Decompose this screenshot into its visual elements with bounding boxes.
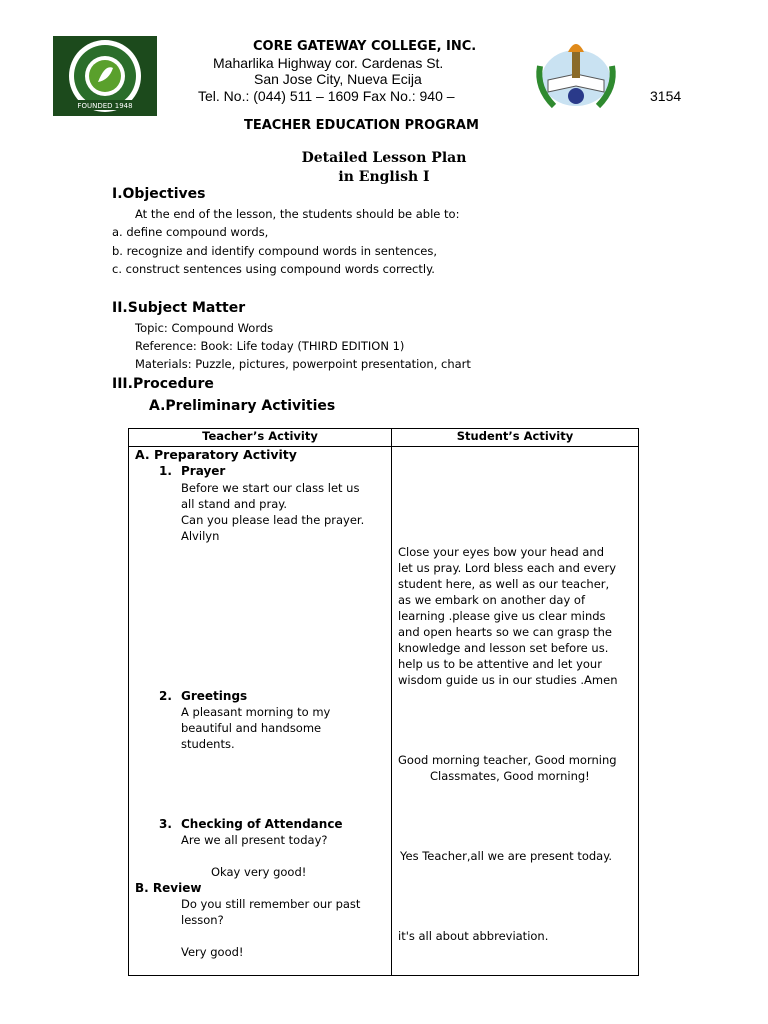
teacher-line: Can you please lead the prayer. <box>181 513 365 527</box>
subject-heading: II.Subject Matter <box>112 300 246 316</box>
prayer-heading: Prayer <box>181 464 226 478</box>
subject-reference: Reference: Book: Life today (THIRD EDITION 1) <box>135 339 405 353</box>
teacher-line: all stand and pray. <box>181 497 288 511</box>
student-line: Yes Teacher,all we are present today. <box>400 849 613 863</box>
student-line: as we embark on another day of <box>398 593 585 607</box>
subject-materials: Materials: Puzzle, pictures, powerpoint presentation, chart <box>135 357 471 371</box>
student-column-header: Student’s Activity <box>392 429 639 447</box>
student-line: wisdom guide us in our studies .Amen <box>398 673 618 687</box>
student-activity-cell <box>392 447 639 976</box>
contact-numbers: Tel. No.: (044) 511 – 1609 Fax No.: 940 – <box>198 88 455 104</box>
college-name: CORE GATEWAY COLLEGE, INC. <box>253 39 477 54</box>
student-line: let us pray. Lord bless each and every <box>398 561 617 575</box>
attendance-number: 3. <box>159 817 172 831</box>
program-logo <box>528 36 625 114</box>
student-line: Close your eyes bow your head and <box>398 545 605 559</box>
teacher-line: beautiful and handsome <box>181 721 322 735</box>
founded-text: FOUNDED 1948 <box>77 102 133 110</box>
teacher-line: A pleasant morning to my <box>181 705 331 719</box>
student-line: Classmates, Good morning! <box>430 769 590 783</box>
objective-item: a. define compound words, <box>112 225 269 239</box>
plan-title: Detailed Lesson Plan <box>301 150 467 166</box>
plan-subtitle: in English I <box>338 169 430 185</box>
prayer-number: 1. <box>159 464 172 478</box>
teacher-line: lesson? <box>181 913 224 927</box>
student-line: it's all about abbreviation. <box>398 929 549 943</box>
student-line: learning .please give us clear minds <box>398 609 606 623</box>
objectives-heading: I.Objectives <box>112 186 206 202</box>
review-heading: B. Review <box>135 881 202 895</box>
teacher-line: Alvilyn <box>181 529 220 543</box>
preparatory-heading: A. Preparatory Activity <box>135 447 297 462</box>
teacher-column-header: Teacher’s Activity <box>129 429 392 447</box>
program-title: TEACHER EDUCATION PROGRAM <box>244 118 479 133</box>
fax-tail: 3154 <box>650 88 682 104</box>
attendance-heading: Checking of Attendance <box>181 817 343 831</box>
objective-item: c. construct sentences using compound words correctly. <box>112 262 435 276</box>
activity-table <box>128 428 639 976</box>
objective-item: b. recognize and identify compound words in sentences, <box>112 244 437 258</box>
teacher-line: Are we all present today? <box>181 833 328 847</box>
torch-book-emblem-icon <box>528 36 625 114</box>
teacher-line: Very good! <box>181 945 244 959</box>
college-seal-icon <box>53 36 157 116</box>
student-line: knowledge and lesson set before us. <box>398 641 609 655</box>
student-line: help us to be attentive and let your <box>398 657 602 671</box>
college-logo <box>53 36 157 116</box>
student-line: student here, as well as our teacher, <box>398 577 610 591</box>
subject-topic: Topic: Compound Words <box>135 321 274 335</box>
teacher-line: Do you still remember our past <box>181 897 361 911</box>
objectives-intro: At the end of the lesson, the students should be able to: <box>135 207 460 221</box>
greetings-heading: Greetings <box>181 689 248 703</box>
teacher-line: Before we start our class let us <box>181 481 360 495</box>
preliminary-heading: A.Preliminary Activities <box>149 398 336 414</box>
student-line: and open hearts so we can grasp the <box>398 625 612 639</box>
address-line-1: Maharlika Highway cor. Cardenas St. <box>213 55 444 71</box>
address-line-2: San Jose City, Nueva Ecija <box>254 71 422 87</box>
student-line: Good morning teacher, Good morning <box>398 753 617 767</box>
teacher-line: Okay very good! <box>211 865 307 879</box>
greetings-number: 2. <box>159 689 172 703</box>
teacher-activity-cell <box>129 447 392 976</box>
procedure-heading: III.Procedure <box>112 376 214 392</box>
teacher-line: students. <box>181 737 235 751</box>
